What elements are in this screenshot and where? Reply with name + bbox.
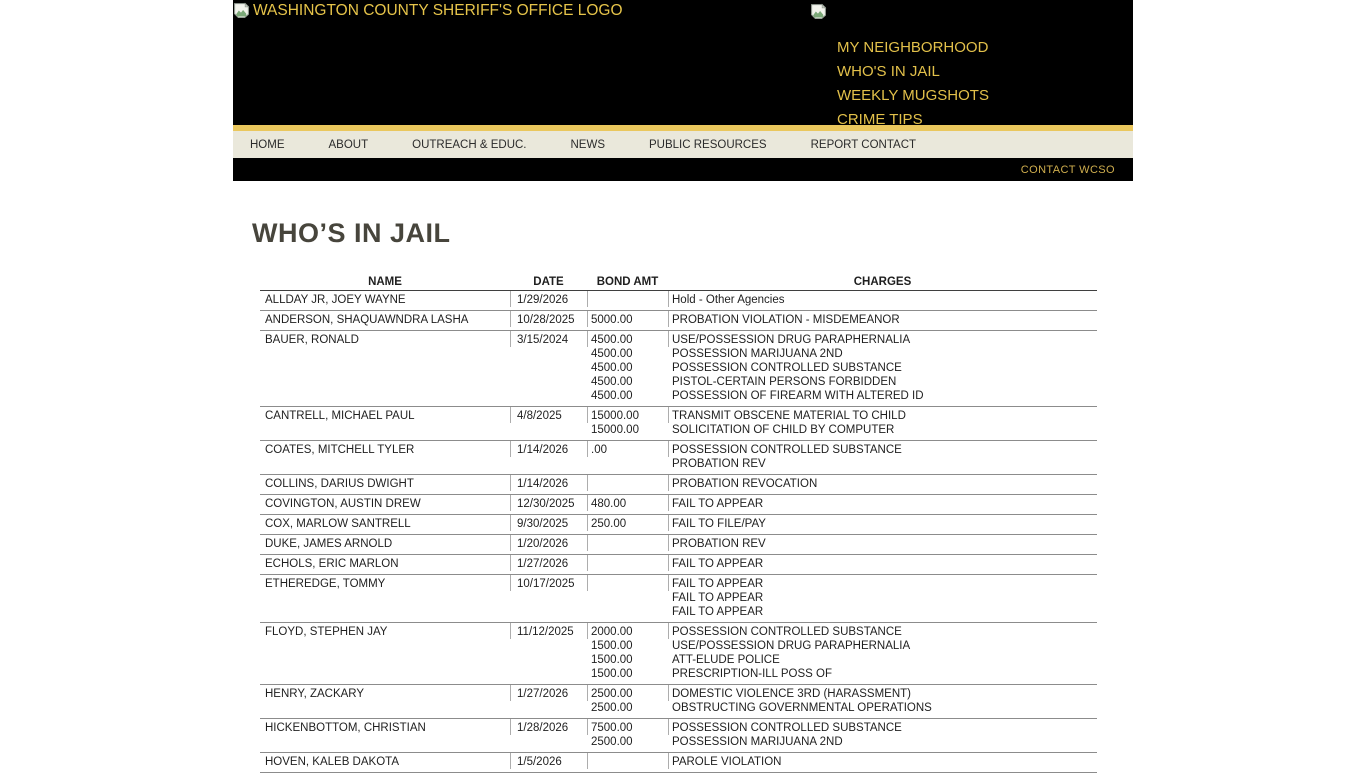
broken-image-icon xyxy=(810,3,827,20)
cell-name xyxy=(260,331,510,406)
cell-charges xyxy=(668,475,1097,494)
booking-date: 10/17/2025 xyxy=(517,578,575,590)
bond-amount: 2000.00 xyxy=(591,626,633,638)
cell-name xyxy=(260,753,510,772)
cell-date xyxy=(510,753,587,772)
bond-amount: 5000.00 xyxy=(591,314,633,326)
charge: FAIL TO APPEAR xyxy=(672,558,764,570)
bond-amount xyxy=(591,477,668,491)
cell-bond xyxy=(587,753,668,772)
bond-amount: 1500.00 xyxy=(591,654,633,666)
booking-date: 11/12/2025 xyxy=(517,626,574,638)
cell-charges xyxy=(668,311,1097,330)
table-row xyxy=(260,575,1097,623)
bond-amount: 7500.00 xyxy=(591,722,633,734)
table-row xyxy=(260,331,1097,407)
cell-bond xyxy=(587,575,668,622)
inmate-name: COVINGTON, AUSTIN DREW xyxy=(265,498,421,510)
column-header: CHARGES xyxy=(853,276,912,288)
cell-charges xyxy=(668,535,1097,554)
inmate-name: ANDERSON, SHAQUAWNDRA LASHA xyxy=(265,314,469,326)
charge: PROBATION REV xyxy=(672,458,766,470)
cell-name xyxy=(260,685,510,718)
booking-date: 1/27/2026 xyxy=(517,558,569,570)
contact-wcso-link[interactable]: CONTACT WCSO xyxy=(1020,163,1115,176)
cell-charges xyxy=(668,623,1097,684)
cell-bond xyxy=(587,555,668,574)
nav-item[interactable]: REPORT CONTACT xyxy=(810,138,917,151)
quick-link[interactable]: WEEKLY MUGSHOTS xyxy=(837,87,989,104)
column-header: DATE xyxy=(533,276,564,288)
inmate-name: COLLINS, DARIUS DWIGHT xyxy=(265,478,414,490)
cell-date xyxy=(510,623,587,684)
logo-alt-text: WASHINGTON COUNTY SHERIFF'S OFFICE LOGO xyxy=(253,2,623,19)
nav-item[interactable]: OUTREACH & EDUC. xyxy=(412,138,527,151)
table-row xyxy=(260,407,1097,441)
booking-date: 1/29/2026 xyxy=(517,294,569,306)
table-row xyxy=(260,555,1097,575)
booking-date: 1/14/2026 xyxy=(517,478,569,490)
charge: USE/POSSESSION DRUG PARAPHERNALIA xyxy=(672,334,911,346)
table-row xyxy=(260,719,1097,753)
booking-date: 1/28/2026 xyxy=(517,722,569,734)
inmate-name: COATES, MITCHELL TYLER xyxy=(265,444,415,456)
bond-amount: 2500.00 xyxy=(591,736,633,748)
cell-charges xyxy=(668,515,1097,534)
inmate-name: ETHEREDGE, TOMMY xyxy=(265,578,386,590)
cell-date xyxy=(510,535,587,554)
charge: FAIL TO APPEAR xyxy=(672,592,764,604)
table-row xyxy=(260,311,1097,331)
charge: PROBATION REV xyxy=(672,538,766,550)
cell-bond xyxy=(587,291,668,310)
jail-table xyxy=(260,274,1097,773)
booking-date: 1/20/2026 xyxy=(517,538,569,550)
bond-amount: 4500.00 xyxy=(591,334,633,346)
bond-amount: .00 xyxy=(591,444,607,456)
booking-date: 3/15/2024 xyxy=(517,334,569,346)
header-right xyxy=(810,3,989,132)
cell-bond xyxy=(587,311,668,330)
booking-date: 1/5/2026 xyxy=(517,756,562,768)
bond-amount xyxy=(591,537,668,551)
cell-date xyxy=(510,331,587,406)
table-row xyxy=(260,515,1097,535)
bond-amount xyxy=(591,557,668,571)
booking-date: 10/28/2025 xyxy=(517,314,575,326)
inmate-name: HICKENBOTTOM, CHRISTIAN xyxy=(265,722,426,734)
bond-amount: 250.00 xyxy=(591,518,627,530)
cell-charges xyxy=(668,753,1097,772)
cell-name xyxy=(260,535,510,554)
bond-amount: 1500.00 xyxy=(591,668,633,680)
cell-date xyxy=(510,475,587,494)
cell-charges xyxy=(668,555,1097,574)
cell-name xyxy=(260,441,510,474)
cell-date xyxy=(510,291,587,310)
inmate-name: HOVEN, KALEB DAKOTA xyxy=(265,756,399,768)
cell-date xyxy=(510,719,587,752)
charge: PISTOL-CERTAIN PERSONS FORBIDDEN xyxy=(672,376,897,388)
cell-name xyxy=(260,623,510,684)
cell-date xyxy=(510,515,587,534)
cell-charges xyxy=(668,575,1097,622)
charge: POSSESSION CONTROLLED SUBSTANCE xyxy=(672,722,902,734)
booking-date: 1/27/2026 xyxy=(517,688,569,700)
bond-amount: 2500.00 xyxy=(591,702,633,714)
main-nav xyxy=(233,131,1133,158)
charge: FAIL TO APPEAR xyxy=(672,606,764,618)
cell-date xyxy=(510,407,587,440)
bond-amount xyxy=(591,755,668,769)
page-title: WHO’S IN JAIL xyxy=(252,218,451,248)
cell-bond xyxy=(587,535,668,554)
table-row xyxy=(260,685,1097,719)
bond-amount: 4500.00 xyxy=(591,376,633,388)
charge: FAIL TO APPEAR xyxy=(672,578,764,590)
broken-image-icon xyxy=(233,2,250,19)
cell-name xyxy=(260,311,510,330)
cell-charges xyxy=(668,719,1097,752)
inmate-name: FLOYD, STEPHEN JAY xyxy=(265,626,388,638)
cell-bond xyxy=(587,719,668,752)
bond-amount: 4500.00 xyxy=(591,390,633,402)
inmate-name: CANTRELL, MICHAEL PAUL xyxy=(265,410,415,422)
nav-item[interactable]: ABOUT xyxy=(328,138,369,151)
column-header: NAME xyxy=(368,276,402,288)
cell-date xyxy=(510,575,587,622)
cell-date xyxy=(510,685,587,718)
column-header: BOND AMT xyxy=(596,276,659,288)
cell-charges xyxy=(668,407,1097,440)
cell-bond xyxy=(587,515,668,534)
table-row xyxy=(260,291,1097,311)
table-row xyxy=(260,753,1097,773)
quick-link[interactable]: MY NEIGHBORHOOD xyxy=(837,39,989,56)
cell-date xyxy=(510,311,587,330)
charge: FAIL TO FILE/PAY xyxy=(672,518,766,530)
inmate-name: HENRY, ZACKARY xyxy=(265,688,365,700)
cell-charges xyxy=(668,495,1097,514)
quick-link[interactable]: CRIME TIPS xyxy=(837,111,923,128)
table-row xyxy=(260,623,1097,685)
jail-table-body xyxy=(260,291,1097,773)
bond-amount: 15000.00 xyxy=(591,410,639,422)
bond-amount: 480.00 xyxy=(591,498,627,510)
charge: POSSESSION CONTROLLED SUBSTANCE xyxy=(672,626,902,638)
bond-amount: 4500.00 xyxy=(591,362,633,374)
charge: SOLICITATION OF CHILD BY COMPUTER xyxy=(672,424,895,436)
booking-date: 12/30/2025 xyxy=(517,498,575,510)
bond-amount xyxy=(591,605,668,619)
bond-amount: 2500.00 xyxy=(591,688,633,700)
cell-bond xyxy=(587,685,668,718)
cell-name xyxy=(260,575,510,622)
charge: PAROLE VIOLATION xyxy=(672,756,782,768)
charge: USE/POSSESSION DRUG PARAPHERNALIA xyxy=(672,640,911,652)
inmate-name: BAUER, RONALD xyxy=(265,334,359,346)
charge: PRESCRIPTION-ILL POSS OF xyxy=(672,668,832,680)
charge: Hold - Other Agencies xyxy=(672,294,785,306)
bond-amount: 15000.00 xyxy=(591,424,639,436)
cell-name xyxy=(260,515,510,534)
charge: DOMESTIC VIOLENCE 3RD (HARASSMENT) xyxy=(672,688,911,700)
charge: POSSESSION MARIJUANA 2ND xyxy=(672,348,843,360)
charge: POSSESSION MARIJUANA 2ND xyxy=(672,736,843,748)
cell-name xyxy=(260,407,510,440)
booking-date: 1/14/2026 xyxy=(517,444,569,456)
inmate-name: ALLDAY JR, JOEY WAYNE xyxy=(265,294,406,306)
bond-amount xyxy=(591,591,668,605)
table-row xyxy=(260,535,1097,555)
bond-amount: 4500.00 xyxy=(591,348,633,360)
quick-link[interactable]: WHO'S IN JAIL xyxy=(837,63,940,80)
subnav-bar xyxy=(233,158,1133,181)
cell-bond xyxy=(587,623,668,684)
cell-bond xyxy=(587,475,668,494)
inmate-name: COX, MARLOW SANTRELL xyxy=(265,518,411,530)
cell-date xyxy=(510,441,587,474)
cell-name xyxy=(260,291,510,310)
charge: POSSESSION CONTROLLED SUBSTANCE xyxy=(672,362,902,374)
bond-amount: 1500.00 xyxy=(591,640,633,652)
cell-charges xyxy=(668,685,1097,718)
table-row xyxy=(260,441,1097,475)
cell-name xyxy=(260,495,510,514)
cell-charges xyxy=(668,291,1097,310)
cell-bond xyxy=(587,441,668,474)
site-logo-link[interactable] xyxy=(233,2,623,20)
cell-bond xyxy=(587,331,668,406)
cell-charges xyxy=(668,331,1097,406)
table-header-row xyxy=(260,274,1097,291)
charge: PROBATION VIOLATION - MISDEMEANOR xyxy=(672,314,900,326)
cell-name xyxy=(260,475,510,494)
charge: TRANSMIT OBSCENE MATERIAL TO CHILD xyxy=(672,410,906,422)
cell-bond xyxy=(587,407,668,440)
booking-date: 4/8/2025 xyxy=(517,410,562,422)
nav-item[interactable]: HOME xyxy=(250,138,285,151)
charge: OBSTRUCTING GOVERNMENTAL OPERATIONS xyxy=(672,702,932,714)
charge: PROBATION REVOCATION xyxy=(672,478,818,490)
bond-amount xyxy=(591,457,668,471)
cell-date xyxy=(510,495,587,514)
charge: FAIL TO APPEAR xyxy=(672,498,764,510)
charge: ATT-ELUDE POLICE xyxy=(672,654,780,666)
charge: POSSESSION CONTROLLED SUBSTANCE xyxy=(672,444,902,456)
cell-name xyxy=(260,555,510,574)
nav-item[interactable]: PUBLIC RESOURCES xyxy=(649,138,767,151)
cell-bond xyxy=(587,495,668,514)
nav-item[interactable]: NEWS xyxy=(570,138,605,151)
site-header xyxy=(233,0,1133,128)
booking-date: 9/30/2025 xyxy=(517,518,569,530)
page xyxy=(233,0,1133,773)
inmate-name: DUKE, JAMES ARNOLD xyxy=(265,538,393,550)
inmate-name: ECHOLS, ERIC MARLON xyxy=(265,558,399,570)
bond-amount xyxy=(591,293,668,307)
quick-links xyxy=(837,36,989,132)
cell-charges xyxy=(668,441,1097,474)
charge: POSSESSION OF FIREARM WITH ALTERED ID xyxy=(672,390,924,402)
cell-name xyxy=(260,719,510,752)
table-row xyxy=(260,495,1097,515)
cell-date xyxy=(510,555,587,574)
table-row xyxy=(260,475,1097,495)
bond-amount xyxy=(591,577,668,591)
